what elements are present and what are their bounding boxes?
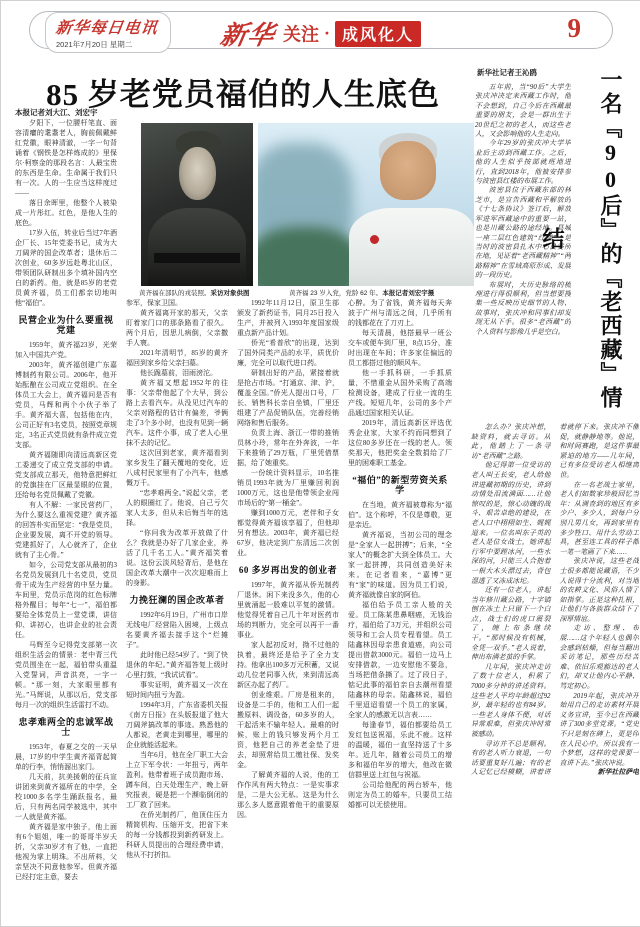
- body-paragraph: 几年间，张庆冲走访了数十位老人，积累了7000多分钟的讲述资料。这些老人平均年龄超过92岁，最年轻的也有84岁。一些老人身体不便，对话异常艰难，但张庆冲时常被感动。: [471, 663, 551, 738]
- body-paragraph: 公司给他配的两台轿车，他则定为员工的婚车，只要员工结婚都可以无偿使用。: [348, 781, 452, 809]
- side-text-columns-bottom: [471, 423, 639, 919]
- body-paragraph: 2021年清明节，85岁的黄齐福回到家乡给父亲扫墓。: [126, 349, 228, 367]
- wire-sign-off: 新华社拉萨电: [597, 769, 639, 777]
- party-badge-shape: [370, 235, 379, 244]
- body-paragraph: 了解黄齐福的人说，他的工作作风有两大特点：一是实事求是，二是大公无私。这是为什么那么多人愿意跟着他干的重要原因。: [237, 771, 339, 819]
- body-paragraph: 怎么办？张庆冲想，缺资料，就去寻访。从此，他踏上了一条寻访“老西藏”之路。: [471, 424, 551, 460]
- body-paragraph: 每逢春节，福伯都要给员工发红包送祝福，乐此不疲。这样的温暖，福伯一直坚持送了十多年。近几年，随着公司员工的增多和福伯年岁的增大，他改在微信群里送上红包与祝福。: [348, 721, 452, 779]
- body-paragraph: 2003年，黄齐福创建广东嘉博制药有限公司。2006年，他开始酝酿在公司成立党组织。在全体员工大会上，黄齐福问是否有党员，马辉和两个小伙子举了手。黄齐福大喜，包括他在内，公司正好有3名党员，按照党章规定，3名正式党员就有条件成立党支部。: [15, 361, 117, 449]
- body-paragraph: 夕阳下，一位腰杆笔直、面容清癯的耄耋老人，胸前佩戴鲜红党徽，眼神清澈，一字一句背诵着《钢铁是怎样炼成的》里保尔·柯察金的那段名言：人最宝贵的东西是生命。生命属于我们只有一次。人的一生应当这样度过——: [15, 119, 117, 197]
- body-paragraph: 他一手抓科研，一手抓质量，不惜重金从国外采购了高端检测设备，建成了行业一流的生产线。短短几年，公司的多个产品通过国家相关认证。: [348, 369, 452, 417]
- page-number: 9: [560, 13, 590, 44]
- body-paragraph: 1992年6月19日，广州市口岸无线电厂经营陷入困境，上级点名要黄齐福去接手这个“烂摊子”。: [126, 611, 228, 649]
- body-paragraph: 黄齐福随即向清远高新区党工委递交了成立党支部的申请。党支部成立那天，他特意把鲜红的党旗挂在厂区最显眼的位置，还给每名党员佩戴了党徽。: [15, 451, 117, 499]
- caption-text: 黄齐福 23 岁入党，党龄 62 年。: [289, 290, 383, 297]
- photo-soldier-portrait: [141, 123, 253, 286]
- body-paragraph: 波密县位于西藏东部的林芝市，是宣告西藏和平解放的《十七条协议》签订后，解放军进军西藏途中的重要一站，也是川藏公路的途经地。县城一座二层红色建筑“红楼”，是当时的波密县扎木中心县委所在地，见证着“老西藏精神”“两路精神”在雪域高原形成、发展的一段历史。: [475, 187, 571, 280]
- body-paragraph: 他长跪墓前，泪雨滂沱。: [140, 369, 217, 377]
- body-paragraph: 黄齐福说，当初公司的理念是“全家人一起拼搏”；后来，“全家人”的概念扩大到全体员工。大家一起拼搏，共同创造美好未来。在记者看来，“嘉博”更有“家”的味道。因为员工们说，黄齐福就像自家的阿伯。: [348, 531, 452, 599]
- body-paragraph: 在一名老战士家里，老人们如数家珍般回忆当年：从调查到的地区有多少户、多少人，到每户分别几男几女，再到家里有多少牲口、用什么劳动工具，甚至连工具的样子都一笔一笔画了下来……: [559, 481, 639, 556]
- side-vertical-headline: 一名『90后』的『老西藏』情结: [540, 68, 623, 410]
- photo-fubo-portrait: [258, 123, 474, 286]
- caption-text: 黄齐福在部队的戎装照。: [139, 290, 211, 297]
- body-paragraph: 2019年，清远高新区评选优秀企业家，大家不约而同想到了这位80多岁还在一线的老人。领奖那天，他把奖金全数捐给了厂里的困难职工基金。: [348, 419, 452, 467]
- body-paragraph: 1997年，黄齐福从侨光制药厂退休。闲下来没多久，他的心里就涌起一股难以平复的激情。他觉得凭着自己几十年对医药市场的判断力，完全可以再干一番事业。: [237, 581, 339, 639]
- body-paragraph: 布展时，大历史脉络的梳理进行得很顺利，但当想要搜集一些反映历史细节的人物、故事时，张庆冲和同事们却发现无从下手。很多“老西藏”的个人资料与影像几乎是空白。: [475, 281, 571, 336]
- body-paragraph: “你问我为改革开放做了什么？我就是办好了几家企业，养活了几千名工人。”黄齐福笑着说。这份云淡风轻背后，是他在国企改革大潮中一次次迎难而上的身影。: [126, 529, 228, 587]
- body-paragraph: 家人起初反对，拗不过他的执着，最终还是给予了全力支持。他拿出100多万元积蓄，又说动几位老同事入伙，来到清远高新区办起了药厂。: [237, 641, 339, 689]
- section-title: [1, 15, 640, 52]
- body-paragraph: 黄齐福又想起1952年的往事：父亲带他起了个大早，到公路上去看汽车。从没见过汽车的父亲对路程的估计有偏差，爷俩走了3个多小时，也没有见到一辆汽车。这件小事，成了老人心里抹不去的记忆。: [126, 379, 228, 447]
- body-paragraph: 17岁入伍，转业后当过7年酒企厂长、15年党委书记，成为大刀阔斧的国企改革者；退休后二次创业，60多岁远赴粤北山区，带领团队研制出多个填补国内空白的新药。他，就是85岁的老党员黄齐福，员工们都亲切地叫他“福伯”。: [15, 229, 117, 307]
- body-paragraph: 每天清晨，他搭最早一班公交车或便车到厂里，8点15分，准时出现在车间；许多家住偏远的员工都搭过他的顺风车。: [348, 329, 452, 367]
- body-paragraph: “忠孝难两全。”说起父亲，老人的眼圈红了。他说，自己亏欠家人太多，但从未后悔当年的选择。: [126, 489, 228, 527]
- body-paragraph: 2019年起，张庆冲开始用自己的走访素材开展义务宣讲，至今已在西藏讲了300多堂党课。“党史不只是刻在碑上，更是印在人民心中。所以我有一个梦想，这样的党课要一直讲下去。”张庆冲说。: [559, 692, 639, 767]
- masthead-date: 2021年7月20日 星期二: [56, 40, 133, 49]
- body-paragraph: 负责上海、浙江一带的推销员林小玲，常年在外奔波，一年下来推销了29万瓶，厂里凭借票据，给了她重奖。: [237, 429, 339, 467]
- body-paragraph: 研制出好的产品，紧接着就是抢占市场。“打通京、津、沪，覆盖全国。”侨光人提出口号，厂长、销售科长亲自坐镇，厂里还组建了产品促销队伍，完善经销网络和售后服务。: [237, 369, 339, 427]
- body-paragraph: 还有一位老人，讲起当年修川藏公路，十字镐刨在冻土上只留下一个白点，战士们的虎口震裂了，缠上布条继续干。“那时候没有机械，全凭一双手。”老人说着，伸出布满老茧的手掌。: [471, 587, 551, 662]
- main-headline: 85 岁老党员福伯的人生底色: [46, 77, 440, 112]
- body-paragraph: 1953年，春夏之交的一天早晨，17岁的中学生黄齐福背起简单的行李，悄悄溜出家门。: [15, 743, 117, 771]
- section-subhead: 民营企业为什么要重视党建: [18, 315, 114, 335]
- elder-face-shape: [380, 141, 436, 200]
- body-paragraph: 有人不解：一家民营药厂，为什么要这么重视党建？黄齐福的回答朴实而坚定：“我是党员，企业要发展，离不开党的领导。党建抓好了，人心就齐了，企业就有了主心骨。”: [15, 501, 117, 559]
- body-paragraph: 赚到1000万元，老伴和子女都觉得黄齐福该享福了，但他却另有想法。2003年，黄齐福已经67岁，他决定到广东清远二次创业。: [237, 509, 339, 557]
- body-paragraph: 侨光“希普欣”的出现，达到了国外同类产品的水平，质优价廉，完全可以取代进口药。: [237, 339, 339, 367]
- soldier-belt-shape: [154, 253, 239, 263]
- side-byline: 新华社记者王沁鸥: [477, 68, 537, 77]
- body-paragraph: 福伯给予员工亲人般的关爱。员工陈某患鼻咽癌，无钱治疗，福伯给了3万元，并组织公司领导和工会人员专程看望。员工陆鑫林因母亲患食道癌，向公司提出借款3000元。福伯一边马上安排借款，一边安慰他不要急，当场把借条撕了。过了段日子，惦记此事的福伯亲自去潮州看望陆鑫林的母亲。陆鑫林说，福伯千里迢迢看望一个员工的家属，全家人的感激无以言表……: [348, 601, 452, 719]
- body-paragraph: 这次回到老家，黄齐福看到家乡发生了翻天覆地的变化，近八成村民家里有了小汽车，他感慨万千。: [126, 449, 228, 487]
- masthead-brand: 新华每日电讯: [54, 20, 159, 37]
- body-paragraph: 几天前，抗美援朝的征兵宣讲团来到黄齐福所在的中学，全校1000多名学生踊跃报名，最后，只有两名同学被选中，其中一人就是黄齐福。: [15, 773, 117, 821]
- section-subhead: “福伯”的新型劳资关系学: [352, 475, 448, 495]
- body-paragraph: 他记得第一位受访的老人叫王长安，老人给他讲进藏初期的历史，讲到动情处泪流满面……让他惊叹的是，惊心动魄的战斗、艰苦卓绝的建设，在老人口中栩栩如生、娓娓道来。一位名叫东子英的老人是位女战士，她讲起行军中要蹚冰河，一些水深的河，只能三人合抱着一根大木头漂过去，背包湿透了又冻成冰坨。: [471, 462, 551, 585]
- body-paragraph: 此时他已经54岁了。“到了快退休的年纪。”黄齐福答复上级时心里打鼓，“我试试看”。: [126, 651, 228, 679]
- body-paragraph: 五年前，当“90后”大学生张庆冲决定来西藏工作时，他不会想到，自己今后在西藏最重要的朋友，会是一群出生于20世纪之初的老人，而这些老人，又会影响他的人生走向。: [475, 84, 571, 139]
- body-paragraph: 黄齐福是家中独子，他上面有6个姐姐，唯一的哥哥半岁夭折，父亲30岁才有了他，一直把他视为掌上明珠。不出所料，父亲坚决不同意他参军。但黄齐福已经打定主意，要去: [15, 823, 117, 881]
- section-subhead: 60 多岁再出发的创业者: [238, 565, 338, 575]
- main-text-column-4: [348, 298, 452, 921]
- section-dot: ·: [323, 23, 330, 43]
- main-text-column-3: [237, 298, 339, 921]
- body-paragraph: 参军，保家卫国。: [126, 299, 182, 307]
- section-subhead: 忠孝难两全的忠诚军战士: [18, 717, 114, 737]
- body-paragraph: 落日余晖里，他整个人被染成一片彤红。红色，是他人生的底色。: [15, 199, 117, 227]
- body-paragraph: 1959年，黄齐福23岁，光荣加入中国共产党。: [15, 341, 117, 359]
- section-label: 关注: [282, 24, 319, 45]
- photo-caption-left: [139, 288, 297, 297]
- body-paragraph: 事实证明，黄齐福又一次在短时间内扭亏为盈。: [126, 681, 228, 699]
- photo-caption-right: [289, 288, 475, 297]
- main-byline: 本报记者刘大江、刘宏宇: [15, 108, 98, 117]
- body-paragraph: 心醉。为了省钱，黄齐福每天奔波于广州与清远之间，几乎所有的钱都花在了刀刃上。: [348, 299, 452, 327]
- white-shirt-shape: [349, 208, 474, 286]
- body-paragraph: 马辉至今记得党支部第一次组织生活会的情景：老中青三代党员围坐在一起，福伯带头重温入党誓词，声音洪亮，一字一顿。“那一刻，大家眼里都有光。”马辉说，从那以后，党支部每月一次的组织生活雷打不动。: [15, 641, 117, 709]
- body-paragraph: 走访、整理、布展……这个年轻人也偶尔会感到枯燥，但每当翻出采访笔记，那些历经苦难、依旧乐观豁达的老人们，却又让他内心平静、笃定初心。: [559, 625, 639, 691]
- caption-credit: 本报记者刘宏宇摄: [382, 290, 435, 297]
- body-paragraph: 寻访并不总是顺利。有的老人听力衰退，一句话要重复好几遍；有的老人记忆已经模糊，讲着讲着就停下来。张庆冲不催促，就静静地等。他说，和时间赛跑，是这件事最紧迫的地方——几年间，已有多位受访老人相继离世。: [471, 424, 639, 777]
- body-paragraph: 1992年11月12日，原卫生部颁发了新药证书，同月25日投入生产，并被列入1993年度国家级重点新产品计划。: [237, 299, 339, 337]
- soldier-face-shape: [179, 147, 216, 199]
- body-paragraph: 张庆冲说，这些老战士很多都能说藏语，不少人说得十分流利，对当地的农耕文化、风俗人情了如指掌。正是这种扎根，让他们与各族群众结下了深厚情谊。: [559, 558, 639, 623]
- main-text-column-2: [126, 298, 228, 921]
- section-script-logo: 新华: [218, 21, 278, 50]
- body-paragraph: 在侨光制药厂，他顶住压力精简机构、压缩开支，把省下来的每一分钱都投到新药研发上。科研人员提出的合理经费申请，他从不打折扣。: [126, 811, 228, 859]
- foreground-bush-shape: [258, 227, 364, 286]
- body-paragraph: 创业维艰。厂房是租来的，设备是二手的，他和工人们一起搬原料、调设备，60多岁的人，干起活来不输年轻人。最难的时候，账上的钱只够发两个月工资，他把自己的养老金垫了进去，却照常给员工缴社保、发奖金。: [237, 691, 339, 769]
- soldier-uniform-shape: [148, 208, 247, 286]
- section-box: 成风化人: [335, 21, 421, 47]
- body-paragraph: 一份统计资料显示，10名推销员1993年就为厂里赚回利润1000万元，这也是他带领企业闯市场后的“第一桶金”。: [237, 469, 339, 507]
- main-text-column-1: [15, 118, 117, 921]
- body-paragraph: 1994年3月，广东省委机关报《南方日报》在头版报道了他大刀阔斧搞改革的事迹。熟悉他的人都说，老黄走到哪里，哪里的企业就能活起来。: [126, 701, 228, 749]
- caption-credit: 采访对象供图: [210, 290, 250, 297]
- body-paragraph: 当年6月，他在全厂职工大会上立下军令状：一年扭亏，两年盈利。他带着班子成员跑市场、蹲车间，白天处理生产，晚上研究报表，硬是把一个濒临倒闭的工厂救了回来。: [126, 751, 228, 809]
- body-paragraph: 黄齐福离开家的那天，父亲盯着家门口的那条路看了很久。两个月后，因思儿病倒，父亲撒手人寰。: [126, 309, 228, 347]
- body-paragraph: 今年29岁的张庆冲大学毕业后主动到西藏工作。之后，他的人生似乎按部就班地进行，直到2018年，他被安排参与波密县红楼的布展工作。: [475, 140, 571, 186]
- section-subhead: 力挽狂澜的国企改革者: [129, 595, 225, 605]
- body-paragraph: 如今，公司党支部从最初的3名党员发展到几十名党员，党员骨干成为生产经营的中坚力量。车间里，党员示范岗的红色标牌格外醒目；每年“七一”，福伯都要给全体党员上一堂党课，讲信仰、讲初心，也讲企业的社会责任。: [15, 561, 117, 639]
- body-paragraph: 在当地，黄齐福被尊称为“福伯”。这个称呼，不仅是尊敬，更是亲近。: [348, 501, 452, 529]
